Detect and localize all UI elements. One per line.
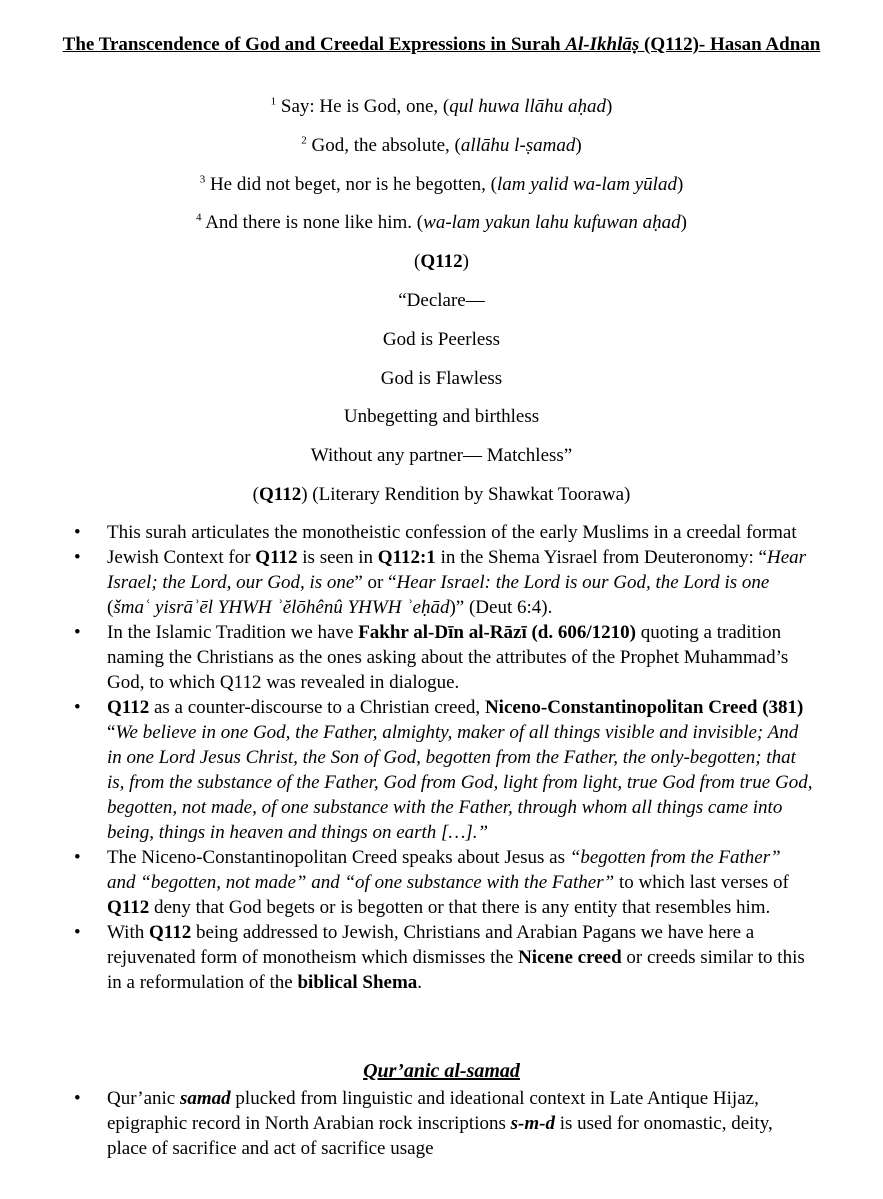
bullet-italic: “begotten from the Father” and “begotten, not made” and “of one substance with the Father” [107,847,781,893]
poem-line: “Declare— [398,290,485,311]
verse-4 [0,211,883,235]
verse-transliteration: lam yalid wa-lam yūlad [497,174,677,195]
bullet-icon: • [74,522,81,543]
bullet-text: quoting a tradition naming the Christians as the ones asking about the attributes of the Prophet Muhammad’s God, to which Q112 was revealed in dialogue. [107,622,789,693]
verse-3 [0,173,883,197]
literary-rendition-reference [0,483,883,507]
poem-line: God is Peerless [382,329,501,350]
verse-number: 1 [270,95,277,108]
verse-number: 4 [196,211,202,224]
bullet-item-7 [0,1086,883,1161]
bullet-text: Jewish Context for [107,547,256,568]
bullet-bold-italic: samad [179,1088,231,1109]
poem-line: God is Flawless [380,368,503,389]
verse-transliteration: qul huwa llāhu aḥad [449,96,607,117]
bullet-text: In the Islamic Tradition we have [107,622,359,643]
ref-close: ) [462,251,469,272]
bullet-bold-italic: s-m-d [510,1113,555,1134]
title-text: The Transcendence of God and Creedal Expressions in Surah [62,34,566,55]
bullet-italic: Hear Israel: the Lord is our God, the Lord is one [396,572,770,593]
bullet-icon: • [74,847,81,868]
verse-transliteration: allāhu l-ṣamad [460,135,576,156]
ref-rest: ) (Literary Rendition by Shawkat Toorawa) [301,484,631,505]
title-text-end: (Q112)- Hasan Adnan [639,34,821,55]
verse-close: ) [606,96,613,117]
bullet-bold: Nicene creed [518,947,622,968]
ref-bold: Q112 [420,251,463,272]
bullet-text: as a counter-discourse to a Christian creed, [149,697,485,718]
bullet-bold: Q112 [255,547,298,568]
bullet-item-3 [0,620,883,695]
verse-number: 3 [199,173,206,186]
verse-text: Say: He is God, one, ( [276,96,450,117]
bullet-bold: Q112 [107,897,150,918]
bullet-bold: Niceno-Constantinopolitan Creed (381) [484,697,804,718]
bullet-text: is used for onomastic, deity, place of sacrifice and act of sacrifice usage [107,1113,773,1159]
bullet-text: deny that God begets or is begotten or that there is any entity that resembles him. [149,897,771,918]
bullet-text: ” or “ [354,572,397,593]
verse-close: ) [680,212,687,233]
bullet-bold: biblical Shema [297,972,418,993]
poem-line: Without any partner— Matchless” [310,445,573,466]
ref-bold: Q112 [258,484,302,505]
bullet-text: This surah articulates the monotheistic confession of the early Muslims in a creedal format [107,522,797,543]
reference-q112 [0,250,883,274]
verse-number: 2 [301,134,307,147]
bullet-bold: Q112:1 [377,547,436,568]
bullet-icon: • [74,922,81,943]
bullet-italic: Hear Israel; the Lord, our God, is one [107,547,807,593]
verse-close: ) [676,174,684,195]
verse-close: ) [575,135,582,156]
bullet-text: . [417,972,423,993]
title-italic: Al-Ikhlāṣ [565,34,640,55]
bullet-text: or creeds similar to this in a reformulation of the [107,947,805,993]
bullet-text: Qur’anic [107,1088,180,1109]
bullet-text: being addressed to Jewish, Christians and Arabian Pagans we have here a rejuvenated form of monotheism which dismisses the [107,922,755,968]
verse-text: And there is none like him. ( [201,212,424,233]
poem-line: Unbegetting and birthless [343,406,540,427]
verse-text: He did not beget, nor is he begotten, ( [205,174,497,195]
section-heading: Qur’anic al-samad [363,1060,520,1082]
document-title [40,32,843,58]
bullet-text: in the Shema Yisrael from Deuteronomy: “ [435,547,767,568]
bullet-item-6 [0,920,883,995]
bullet-text: plucked from linguistic and ideational context in Late Antique Hijaz, epigraphic record in North Arabian rock inscriptions [107,1088,759,1134]
bullet-list [0,520,883,995]
bullet-icon: • [74,547,81,568]
bullet-text: )” (Deut 6:4). [449,597,553,618]
bullet-icon: • [74,697,81,718]
bullet-item-5 [0,845,883,920]
bullet-item-2 [0,545,883,620]
bullet-italic: šmaʿ yisrāʾēl YHWH ʾĕlōhênû YHWH ʾeḥād [113,597,450,618]
ref-open: ( [252,484,259,505]
bullet-text: to which last verses of [614,872,789,893]
verse-transliteration: wa-lam yakun lahu kufuwan aḥad [423,212,681,233]
bullet-text: is seen in [297,547,378,568]
bullet-icon: • [74,1088,81,1109]
verse-text: God, the absolute, ( [306,135,461,156]
bullet-bold: Fakhr al-Dīn al-Rāzī (d. 606/1210) [358,622,636,643]
bullet-item-1 [0,520,883,545]
bullet-text: The Niceno-Constantinopolitan Creed speaks about Jesus as [107,847,570,868]
bullet-italic: We believe in one God, the Father, almighty, maker of all things visible and invisible; And in one Lord Jesus Christ, the Son of God, begotten from the Father, the only-begotten; that is, from the substance of the Father, God from God, light from light, true God from true God, begotten, not made, of one substance with the Father, through whom all things came into being, things in heaven and things on earth […].” [107,722,813,843]
ref-open: ( [414,251,421,272]
bullet-text: With [107,922,149,943]
verse-1 [0,95,883,119]
verse-2 [0,134,883,158]
bullet-list-2 [0,1086,883,1161]
bullet-icon: • [74,622,81,643]
bullet-bold: Q112 [107,697,150,718]
bullet-text: ( [107,597,114,618]
bullet-item-4 [0,695,883,845]
bullet-bold: Q112 [148,922,192,943]
bullet-text: “ [107,722,116,743]
